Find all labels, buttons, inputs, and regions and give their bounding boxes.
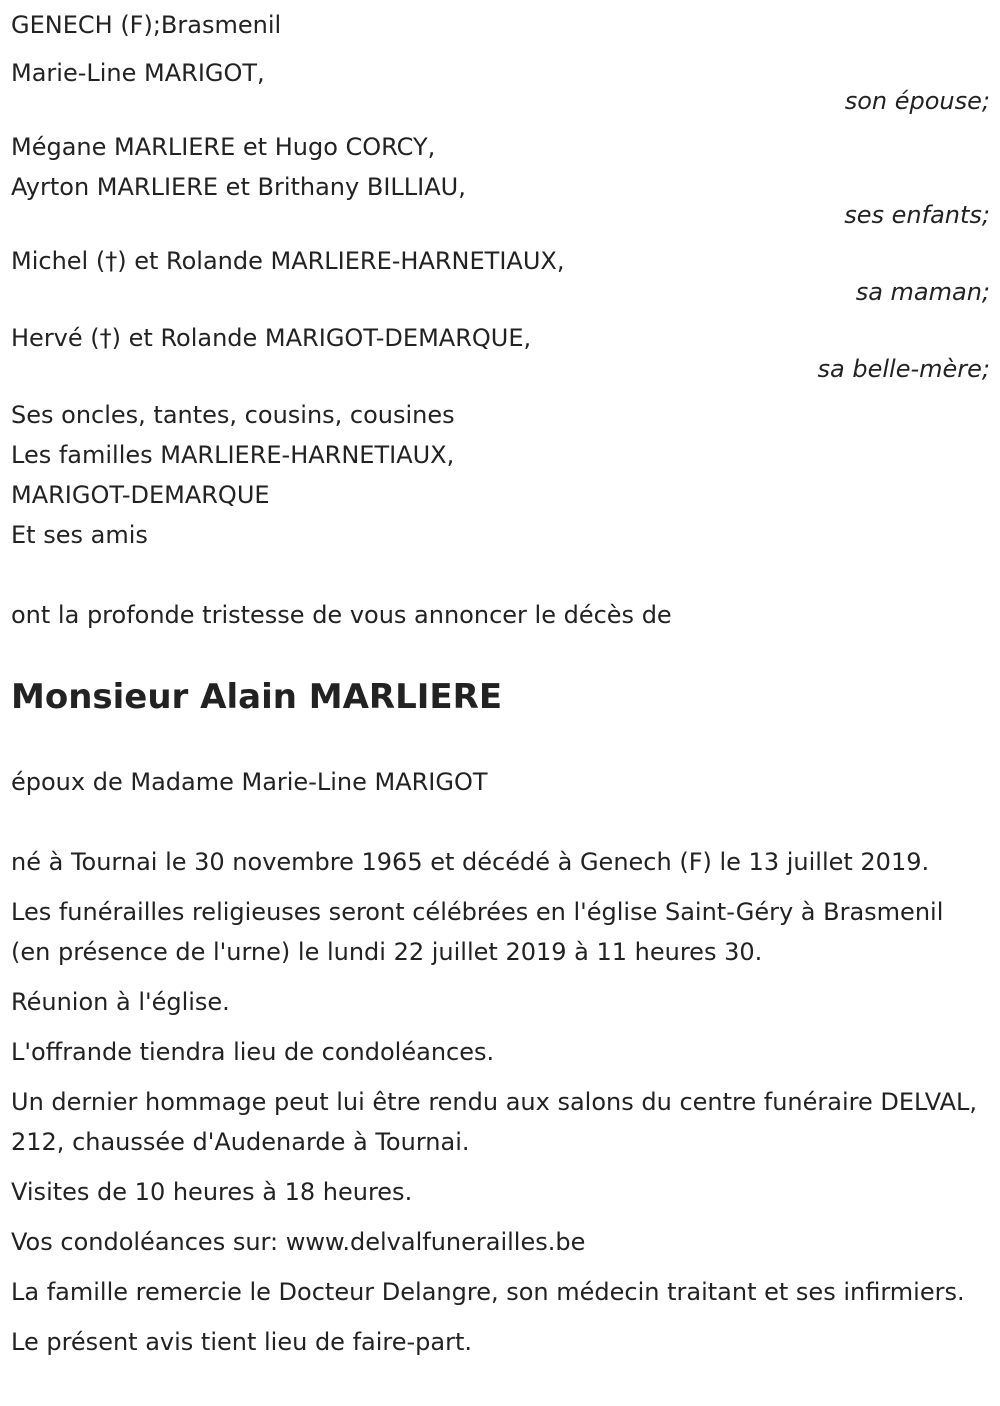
family-group-mother [11, 241, 990, 304]
family-member-line: Ayrton MARLIERE et Brithany BILLIAU, [11, 173, 466, 201]
detail-paragraph: Visites de 10 heures à 18 heures. [11, 1178, 413, 1206]
details-section [11, 842, 990, 1362]
family-group-children [11, 127, 990, 227]
family-other-line: Ses oncles, tantes, cousins, cousines [11, 401, 455, 429]
family-other-line: MARIGOT-DEMARQUE [11, 481, 270, 509]
detail-paragraph: L'offrande tiendra lieu de condoléances. [11, 1038, 495, 1066]
detail-paragraph: né à Tournai le 30 novembre 1965 et décédé à Genech (F) le 13 juillet 2019. [11, 848, 930, 876]
family-member-line: Michel (†) et Rolande MARLIERE-HARNETIAUX, [11, 247, 565, 275]
family-role-label: sa belle-mère; [817, 355, 990, 383]
detail-paragraph: Un dernier hommage peut lui être rendu aux salons du centre funéraire DELVAL, 212, chaussée d'Audenarde à Tournai. [11, 1088, 978, 1156]
spouse-of-text: époux de Madame Marie-Line MARIGOT [11, 768, 488, 796]
family-group-mother-in-law [11, 318, 990, 381]
family-group-spouse [11, 53, 990, 113]
family-other-line: Et ses amis [11, 521, 148, 549]
family-member-line: Marie-Line MARIGOT, [11, 59, 265, 87]
detail-paragraph: Les funérailles religieuses seront célébrées en l'église Saint-Géry à Brasmenil (en présence de l'urne) le lundi 22 juillet 2019 à 11 heures 30. [11, 898, 944, 966]
family-member-line: Hervé (†) et Rolande MARIGOT-DEMARQUE, [11, 324, 532, 352]
family-role-label: son épouse; [844, 87, 990, 115]
family-role-label: ses enfants; [844, 201, 990, 229]
family-member-line: Mégane MARLIERE et Hugo CORCY, [11, 133, 436, 161]
detail-paragraph: Le présent avis tient lieu de faire-part. [11, 1328, 473, 1356]
location-line: GENECH (F);Brasmenil [11, 11, 282, 39]
detail-paragraph: La famille remercie le Docteur Delangre, son médecin traitant et ses infirmiers. [11, 1278, 965, 1306]
detail-paragraph: Réunion à l'église. [11, 988, 230, 1016]
announcement-text: ont la profonde tristesse de vous annoncer le décès de [11, 601, 672, 629]
family-other-line: Les familles MARLIERE-HARNETIAUX, [11, 441, 455, 469]
obituary-document [11, 0, 990, 1362]
family-others [11, 395, 990, 555]
family-role-label: sa maman; [855, 278, 990, 306]
detail-paragraph: Vos condoléances sur: www.delvalfunerailles.be [11, 1228, 586, 1256]
deceased-name: Monsieur Alain MARLIERE [11, 677, 503, 717]
